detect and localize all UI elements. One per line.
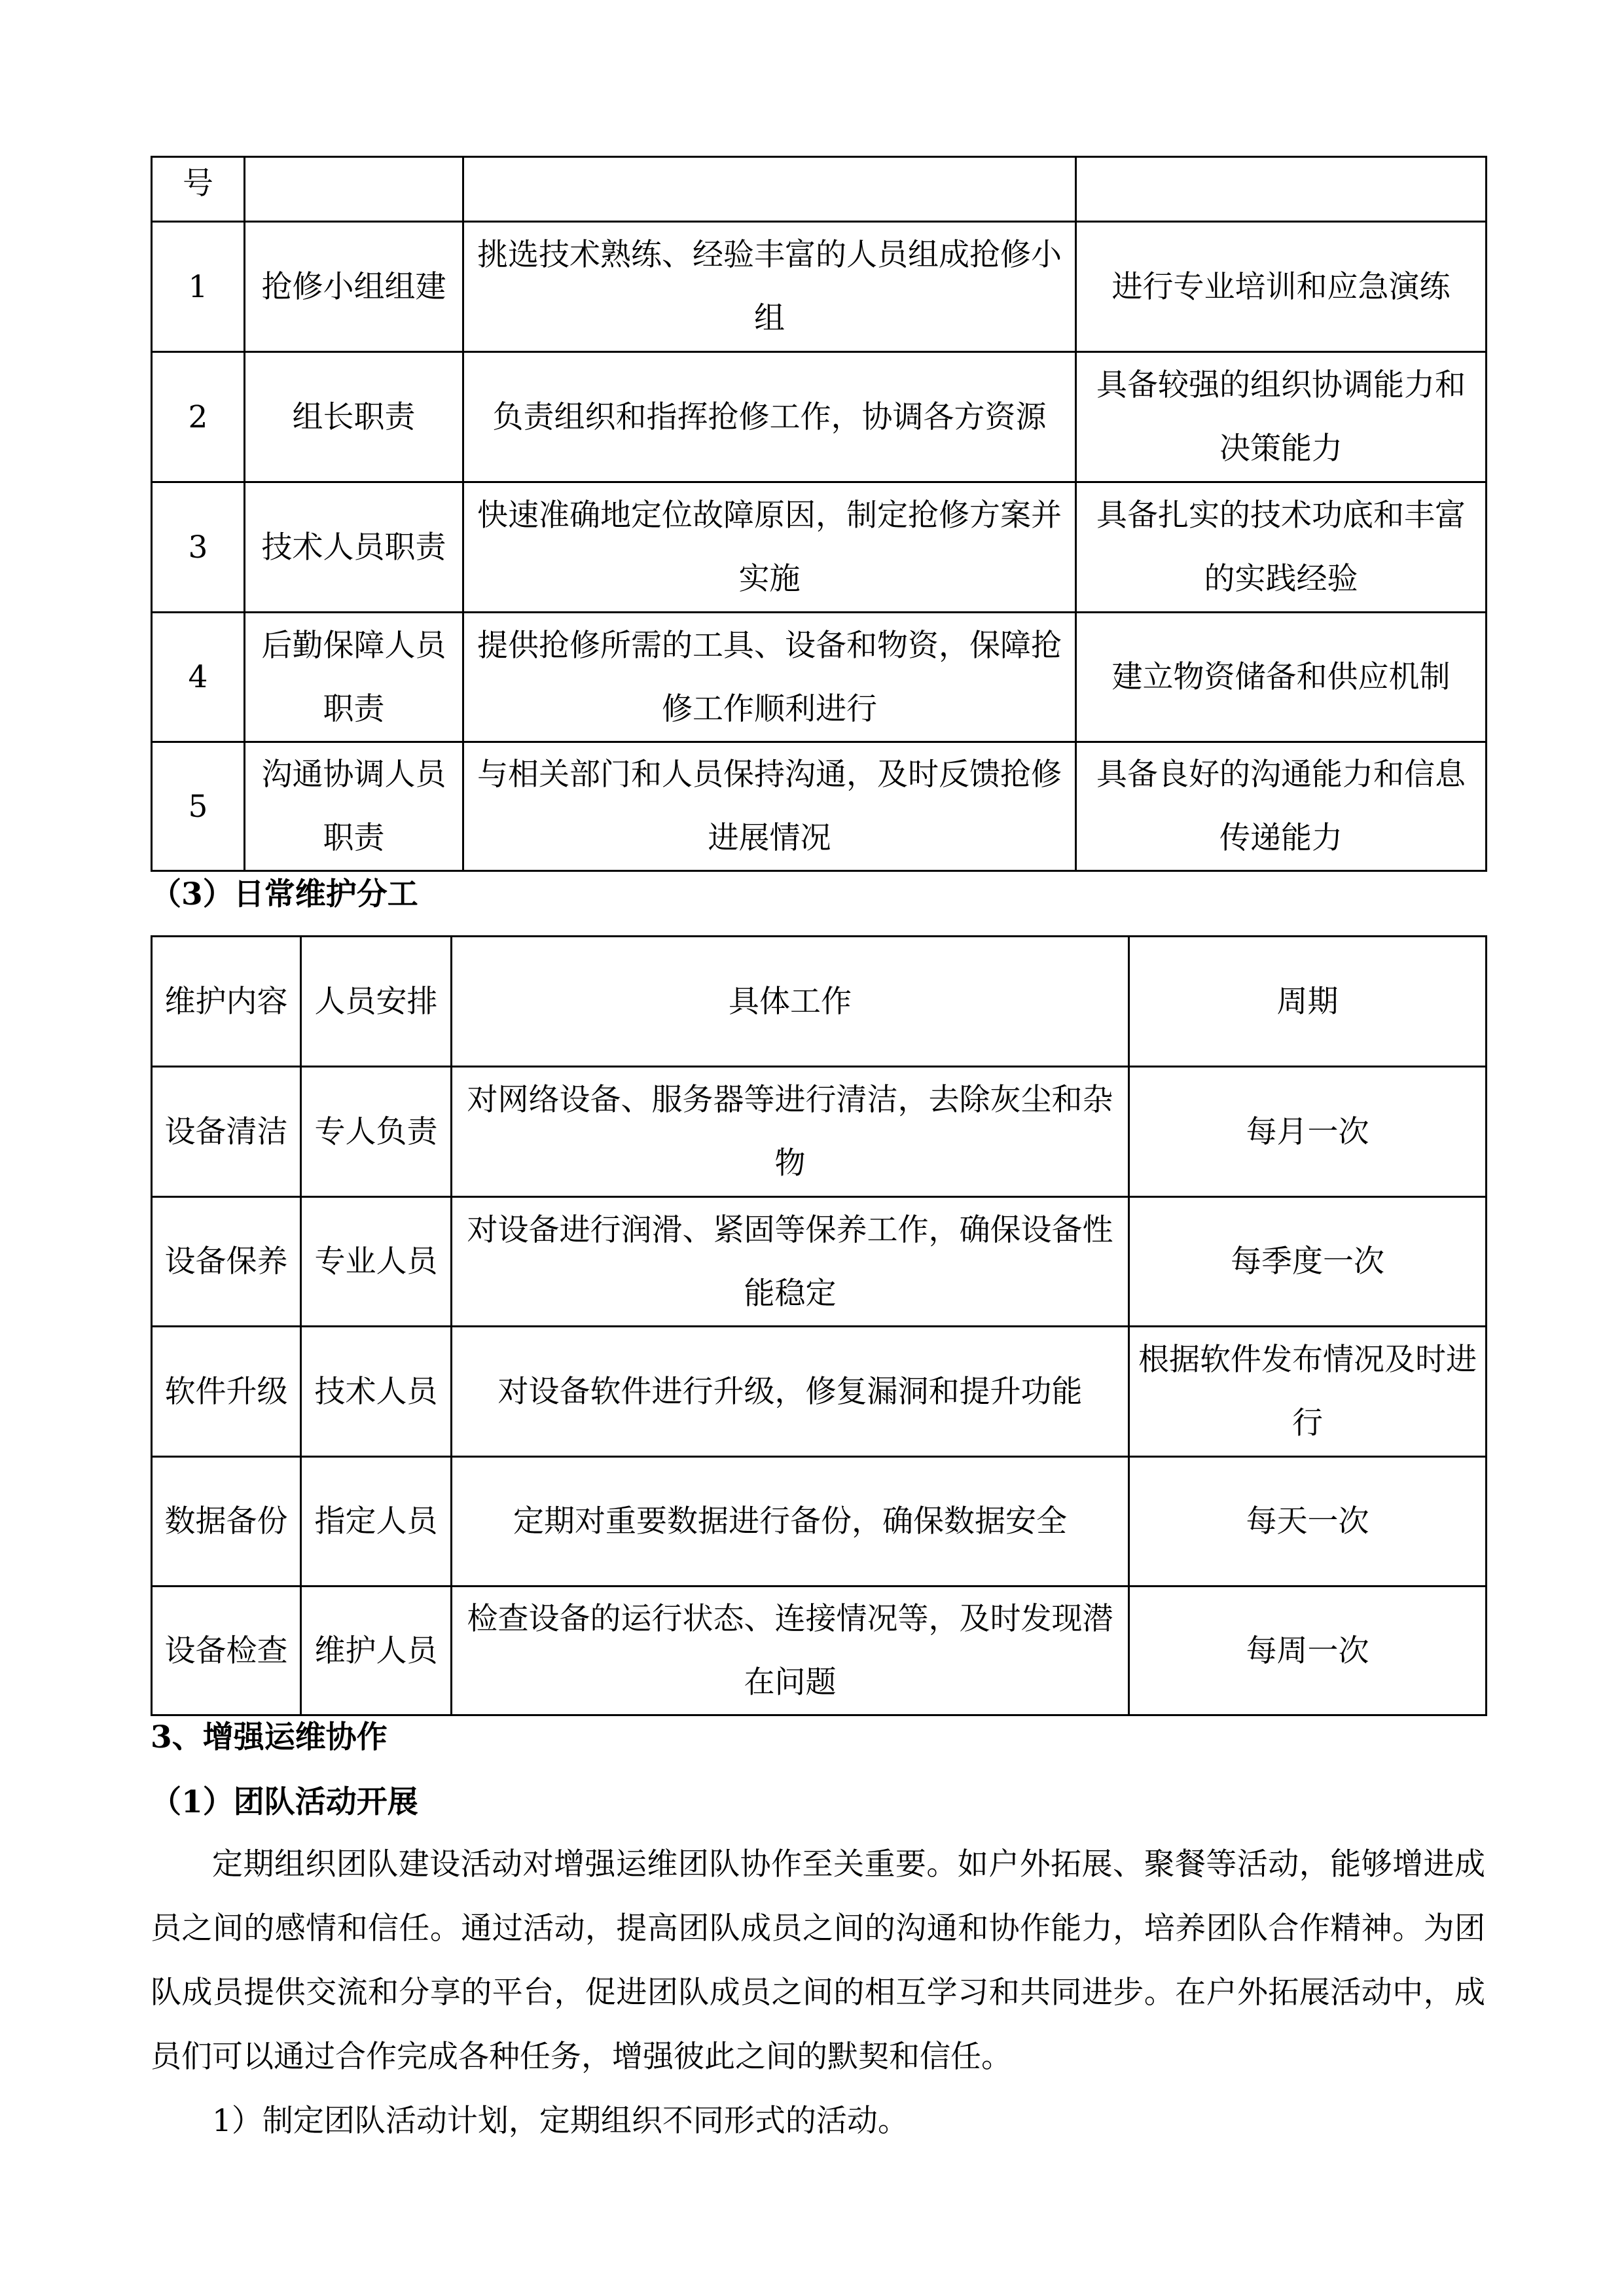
table-cell: 设备检查 (152, 1587, 301, 1715)
table-cell: 提供抢修所需的工具、设备和物资，保障抢修工作顺利进行 (463, 613, 1076, 742)
table-row (152, 1327, 1487, 1457)
table-cell: 指定人员 (301, 1457, 452, 1587)
table-cell: 数据备份 (152, 1457, 301, 1587)
table-cell: 专业人员 (301, 1197, 452, 1327)
table-cell: 后勤保障人员职责 (245, 613, 463, 742)
heading-section-3: 3、增强运维协作 (151, 1719, 388, 1755)
table-cell: 检查设备的运行状态、连接情况等，及时发现潜在问题 (452, 1587, 1129, 1715)
heading-daily-maintenance: （3）日常维护分工 (151, 876, 418, 912)
table-cell: 每周一次 (1129, 1587, 1487, 1715)
table-cell: 专人负责 (301, 1067, 452, 1197)
table-cell (1076, 157, 1487, 222)
table-cell: 3 (152, 482, 245, 613)
table-cell: 快速准确地定位故障原因，制定抢修方案并实施 (463, 482, 1076, 613)
table-cell: 技术人员职责 (245, 482, 463, 613)
table-cell: 具备较强的组织协调能力和决策能力 (1076, 352, 1487, 482)
table-cell (245, 157, 463, 222)
table-cell: 进行专业培训和应急演练 (1076, 222, 1487, 352)
column-header: 周期 (1129, 937, 1487, 1067)
table-cell: 与相关部门和人员保持沟通，及时反馈抢修进展情况 (463, 742, 1076, 871)
table-cell: 设备清洁 (152, 1067, 301, 1197)
daily-maintenance-table (151, 935, 1487, 1716)
table-row (152, 1457, 1487, 1587)
table-row (152, 157, 1487, 222)
heading-team-activities: （1）团队活动开展 (151, 1784, 418, 1820)
table-cell: 抢修小组组建 (245, 222, 463, 352)
table-row (152, 742, 1487, 871)
table-cell: 对设备进行润滑、紧固等保养工作，确保设备性能稳定 (452, 1197, 1129, 1327)
table-cell: 沟通协调人员职责 (245, 742, 463, 871)
table-row (152, 1197, 1487, 1327)
table-cell: 根据软件发布情况及时进行 (1129, 1327, 1487, 1457)
column-header: 人员安排 (301, 937, 452, 1067)
list-item: 1）制定团队活动计划，定期组织不同形式的活动。 (212, 2103, 909, 2139)
table-cell: 具备良好的沟通能力和信息传递能力 (1076, 742, 1487, 871)
emergency-repair-table (151, 156, 1487, 872)
table-cell: 1 (152, 222, 245, 352)
table-cell: 每月一次 (1129, 1067, 1487, 1197)
column-header: 维护内容 (152, 937, 301, 1067)
table-cell: 5 (152, 742, 245, 871)
table-cell: 建立物资储备和供应机制 (1076, 613, 1487, 742)
table-row (152, 613, 1487, 742)
table-cell: 负责组织和指挥抢修工作，协调各方资源 (463, 352, 1076, 482)
table-cell: 挑选技术熟练、经验丰富的人员组成抢修小组 (463, 222, 1076, 352)
table-cell: 2 (152, 352, 245, 482)
body-paragraph: 定期组织团队建设活动对增强运维团队协作至关重要。如户外拓展、聚餐等活动，能够增进成员之间的感情和信任。通过活动，提高团队成员之间的沟通和协作能力，培养团队合作精神。为团队成员提供交流和分享的平台，促进团队成员之间的相互学习和共同进步。在户外拓展活动中，成员们可以通过合作完成各种任务，增强彼此之间的默契和信任。 (151, 1846, 1485, 2075)
table-header-row (152, 937, 1487, 1067)
table-row (152, 1587, 1487, 1715)
table-cell (463, 157, 1076, 222)
column-header: 具体工作 (452, 937, 1129, 1067)
table-cell: 维护人员 (301, 1587, 452, 1715)
table-cell: 软件升级 (152, 1327, 301, 1457)
table-cell: 每季度一次 (1129, 1197, 1487, 1327)
table-row (152, 1067, 1487, 1197)
table-cell: 组长职责 (245, 352, 463, 482)
table-cell: 技术人员 (301, 1327, 452, 1457)
table-cell: 号 (152, 157, 245, 222)
table-cell: 设备保养 (152, 1197, 301, 1327)
table-cell: 4 (152, 613, 245, 742)
table-cell: 具备扎实的技术功底和丰富的实践经验 (1076, 482, 1487, 613)
table-cell: 对设备软件进行升级，修复漏洞和提升功能 (452, 1327, 1129, 1457)
table-row (152, 352, 1487, 482)
table-cell: 定期对重要数据进行备份，确保数据安全 (452, 1457, 1129, 1587)
table-cell: 对网络设备、服务器等进行清洁，去除灰尘和杂物 (452, 1067, 1129, 1197)
table-row (152, 482, 1487, 613)
table-cell: 每天一次 (1129, 1457, 1487, 1587)
table-row (152, 222, 1487, 352)
